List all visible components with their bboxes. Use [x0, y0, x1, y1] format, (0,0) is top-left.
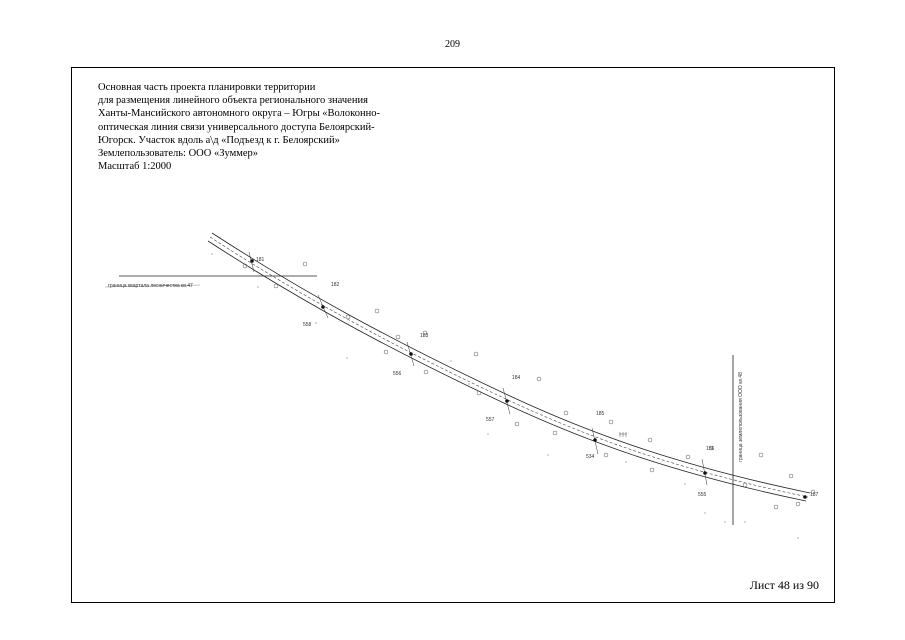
survey-point-label: 187: [810, 492, 819, 498]
cross-ticks: [249, 252, 707, 485]
parcel-label: 556: [393, 371, 402, 377]
survey-point-185: [593, 438, 597, 442]
parcel-label: 558: [303, 322, 312, 328]
left-leader-label: граница квартала лесничества кв.47: [108, 283, 193, 289]
survey-point-186: [703, 471, 707, 475]
sheet-counter: Лист 48 из 90: [749, 578, 819, 592]
survey-point-181: [250, 259, 254, 263]
parcel-label: 555: [698, 492, 707, 498]
title-line: Югорск. Участок вдоль а\д «Подъезд к г. Белоярский»: [98, 134, 340, 146]
right-leader-label: граница землепользования ООО кв.48: [738, 372, 744, 462]
scale-line: Масштаб 1:2000: [98, 161, 172, 173]
survey-point-label: 184: [512, 375, 521, 381]
land-user-line: Землепользователь: ООО «Зуммер»: [98, 148, 259, 160]
cross-mark: [619, 432, 627, 437]
map-symbols: [243, 262, 815, 509]
survey-point-184: [505, 399, 509, 403]
title-line: для размещения линейного объекта регионального значения: [98, 95, 368, 107]
title-line: Основная часть проекта планировки территории: [98, 82, 316, 93]
survey-point-187: [803, 495, 807, 499]
survey-point-markers: [250, 259, 807, 499]
corridor-edge-lower: [208, 241, 806, 501]
parcel-label: 534: [586, 454, 595, 460]
title-line: оптическая линия связи универсального доступа Белоярский-: [98, 121, 375, 133]
corridor-edge-upper: [212, 233, 810, 493]
survey-point-label: 185: [596, 411, 605, 417]
survey-point-label: 186: [706, 446, 715, 452]
survey-point-182: [321, 305, 325, 309]
survey-point-label: 183: [420, 333, 429, 339]
page-number: 209: [445, 39, 460, 50]
title-line: Ханты-Мансийского автономного округа – Югры «Волоконно-: [98, 108, 380, 120]
survey-point-label: 182: [331, 282, 340, 288]
survey-point-183: [409, 352, 413, 356]
parcel-label: 557: [486, 417, 495, 423]
survey-point-label: 181: [256, 257, 265, 263]
